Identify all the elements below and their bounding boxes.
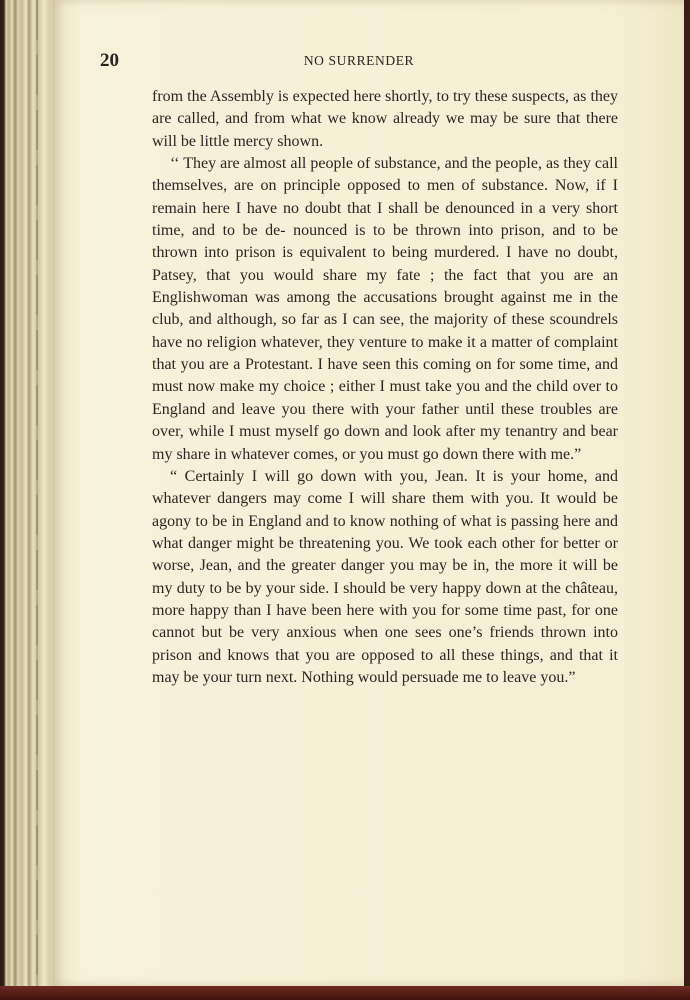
body-text — [152, 86, 618, 689]
page-number: 20 — [100, 50, 119, 71]
paragraph-2: ‘‘ They are almost all people of substance, and the people, as they call themselves, are on principle opposed to men of substance. Now, if I remain here I have no doubt that I shall be denounced in a very short time, and to be de- nounced is to be thrown into prison, and to be thrown into prison is equivalent to being murdered. I have no doubt, Patsey, that you would share my fate ; the fact that you are an Englishwoman was among the accusations brought against me in the club, and although, so far as I can see, the majority of these scoundrels have no religion whatever, they venture to make it a matter of complaint that you are a Protestant. I have seen this coming on for some time, and must now make my choice ; either I must take you and the child over to England and leave you there with your father until these troubles are over, while I must myself go down and look after my tenantry and bear my share in whatever comes, or you must go down there with me.” — [152, 155, 618, 463]
page-header — [100, 50, 618, 74]
page-right-edge — [684, 0, 690, 1000]
paragraph-3: “ Certainly I will go down with you, Jean. It is your home, and whatever dangers may come I will share them with you. It would be agony to be in England and to know nothing of what is passing here and what danger might be threatening you. We took each other for better or worse, Jean, and the greater danger you may be in, the more it will be my duty to be by your side. I should be very happy down at the château, more happy than I have been here with you for some time past, for one cannot but be very anxious when one sees one’s friends thrown into prison and knows that you are opposed to all these things, and that it may be your turn next. Nothing would persuade me to leave you.” — [152, 467, 618, 686]
running-head: NO SURRENDER — [303, 53, 415, 68]
book-spine-page-edges — [0, 0, 60, 1000]
paragraph-1: from the Assembly is expected here shortly, to try these suspects, as they are called, and from what we know already we may be sure that there will be little mercy shown. — [152, 88, 618, 150]
book-cover-edge — [0, 986, 690, 1000]
